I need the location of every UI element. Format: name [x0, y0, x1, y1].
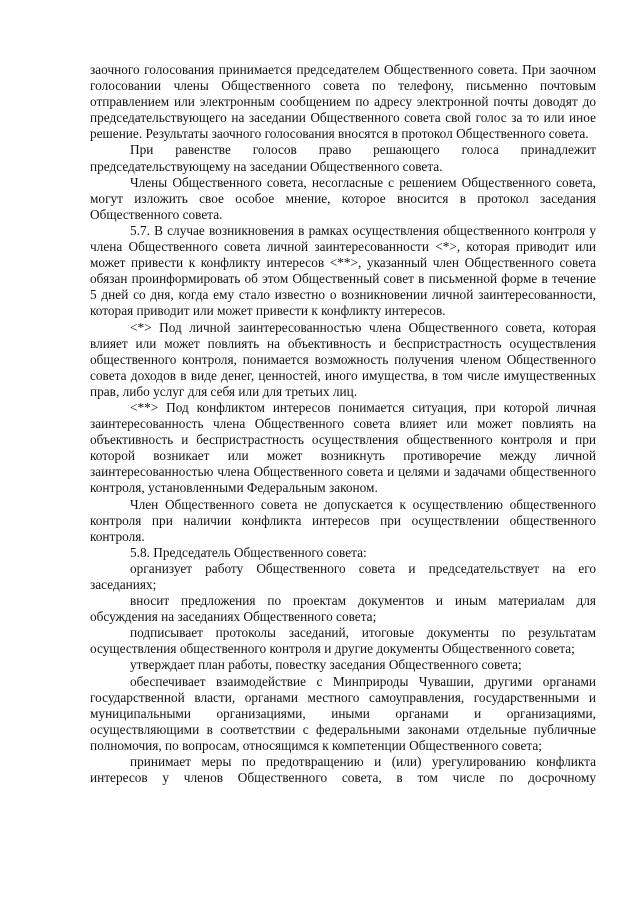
list-item-organizes-work: организует работу Общественного совета и председательствует на его заседаниях;	[90, 560, 596, 592]
list-item-takes-measures: принимает меры по предотвращению и (или) урегулированию конфликта интересов у членов Общественного совета, в том числе по досрочному	[90, 754, 596, 786]
paragraph-section-5-8: 5.8. Председатель Общественного совета:	[130, 544, 367, 560]
paragraph-section-5-7: 5.7. В случае возникновения в рамках осуществления общественного контроля у члена Общественного совета личной заинтересованности <*>, которая приводит или может привести к конфликту интересов <**>, указанный член Общественного совета обязан проинформировать об этом Общественный совет в письменной форме в течение 5 дней со дня, когда ему стало известно о возникновении личной заинтересованности, которая приводит или может привести к конфликту интересов.	[90, 222, 596, 319]
paragraph-voting-absentee: заочного голосования принимается председателем Общественного совета. При заочном голосовании члены Общественного совета по телефону, письменно почтовым отправлением или электронным сообщением по адресу электронной почты доводят до председательствующего на заседании Общественного совета свой голос за то или иное решение. Результаты заочного голосования вносятся в протокол Общественного совета.	[90, 62, 596, 142]
list-item-ensures-interaction: обеспечивает взаимодействие с Минприроды Чувашии, другими органами государственной власти, органами местного самоуправления, государственными и муниципальными организациями, иными органами и организациями, осуществляющими в соответствии с федеральными законами отдельные публичные полномочия, по вопросам, относящимся к компетенции Общественного совета;	[90, 673, 596, 753]
list-item-submits-proposals: вносит предложения по проектам документов и иным материалам для обсуждения на заседаниях Общественного совета;	[90, 593, 596, 625]
footnote-personal-interest: <*> Под личной заинтересованностью члена Общественного совета, которая влияет или может повлиять на объективность и беспристрастность осуществления общественного контроля, понимается возможность получения членом Общественного совета доходов в виде денег, ценностей, иного имущества, в том числе имущественных прав, либо услуг для себя или для третьих лиц.	[90, 319, 596, 399]
paragraph-tie-vote: При равенстве голосов право решающего голоса принадлежит председательствующему на заседании Общественного совета.	[90, 142, 596, 174]
list-item-approves-plan: утверждает план работы, повестку заседания Общественного совета;	[130, 657, 522, 673]
document-page	[90, 62, 596, 786]
paragraph-member-not-admitted: Член Общественного совета не допускается к осуществлению общественного контроля при наличии конфликта интересов при осуществлении общественного контроля.	[90, 496, 596, 544]
paragraph-dissenting-opinion: Члены Общественного совета, несогласные с решением Общественного совета, могут изложить свое особое мнение, которое вносится в протокол заседания Общественного совета.	[90, 174, 596, 222]
list-item-signs-protocols: подписывает протоколы заседаний, итоговые документы по результатам осуществления общественного контроля и другие документы Общественного совета;	[90, 625, 596, 657]
footnote-conflict-of-interest: <**> Под конфликтом интересов понимается ситуация, при которой личная заинтересованность члена Общественного совета влияет или может повлиять на объективность и беспристрастность осуществления общественного контроля и при которой возникает или может возникнуть противоречие между личной заинтересованностью члена Общественного совета и целями и задачами общественного контроля, установленными Федеральным законом.	[90, 399, 596, 496]
